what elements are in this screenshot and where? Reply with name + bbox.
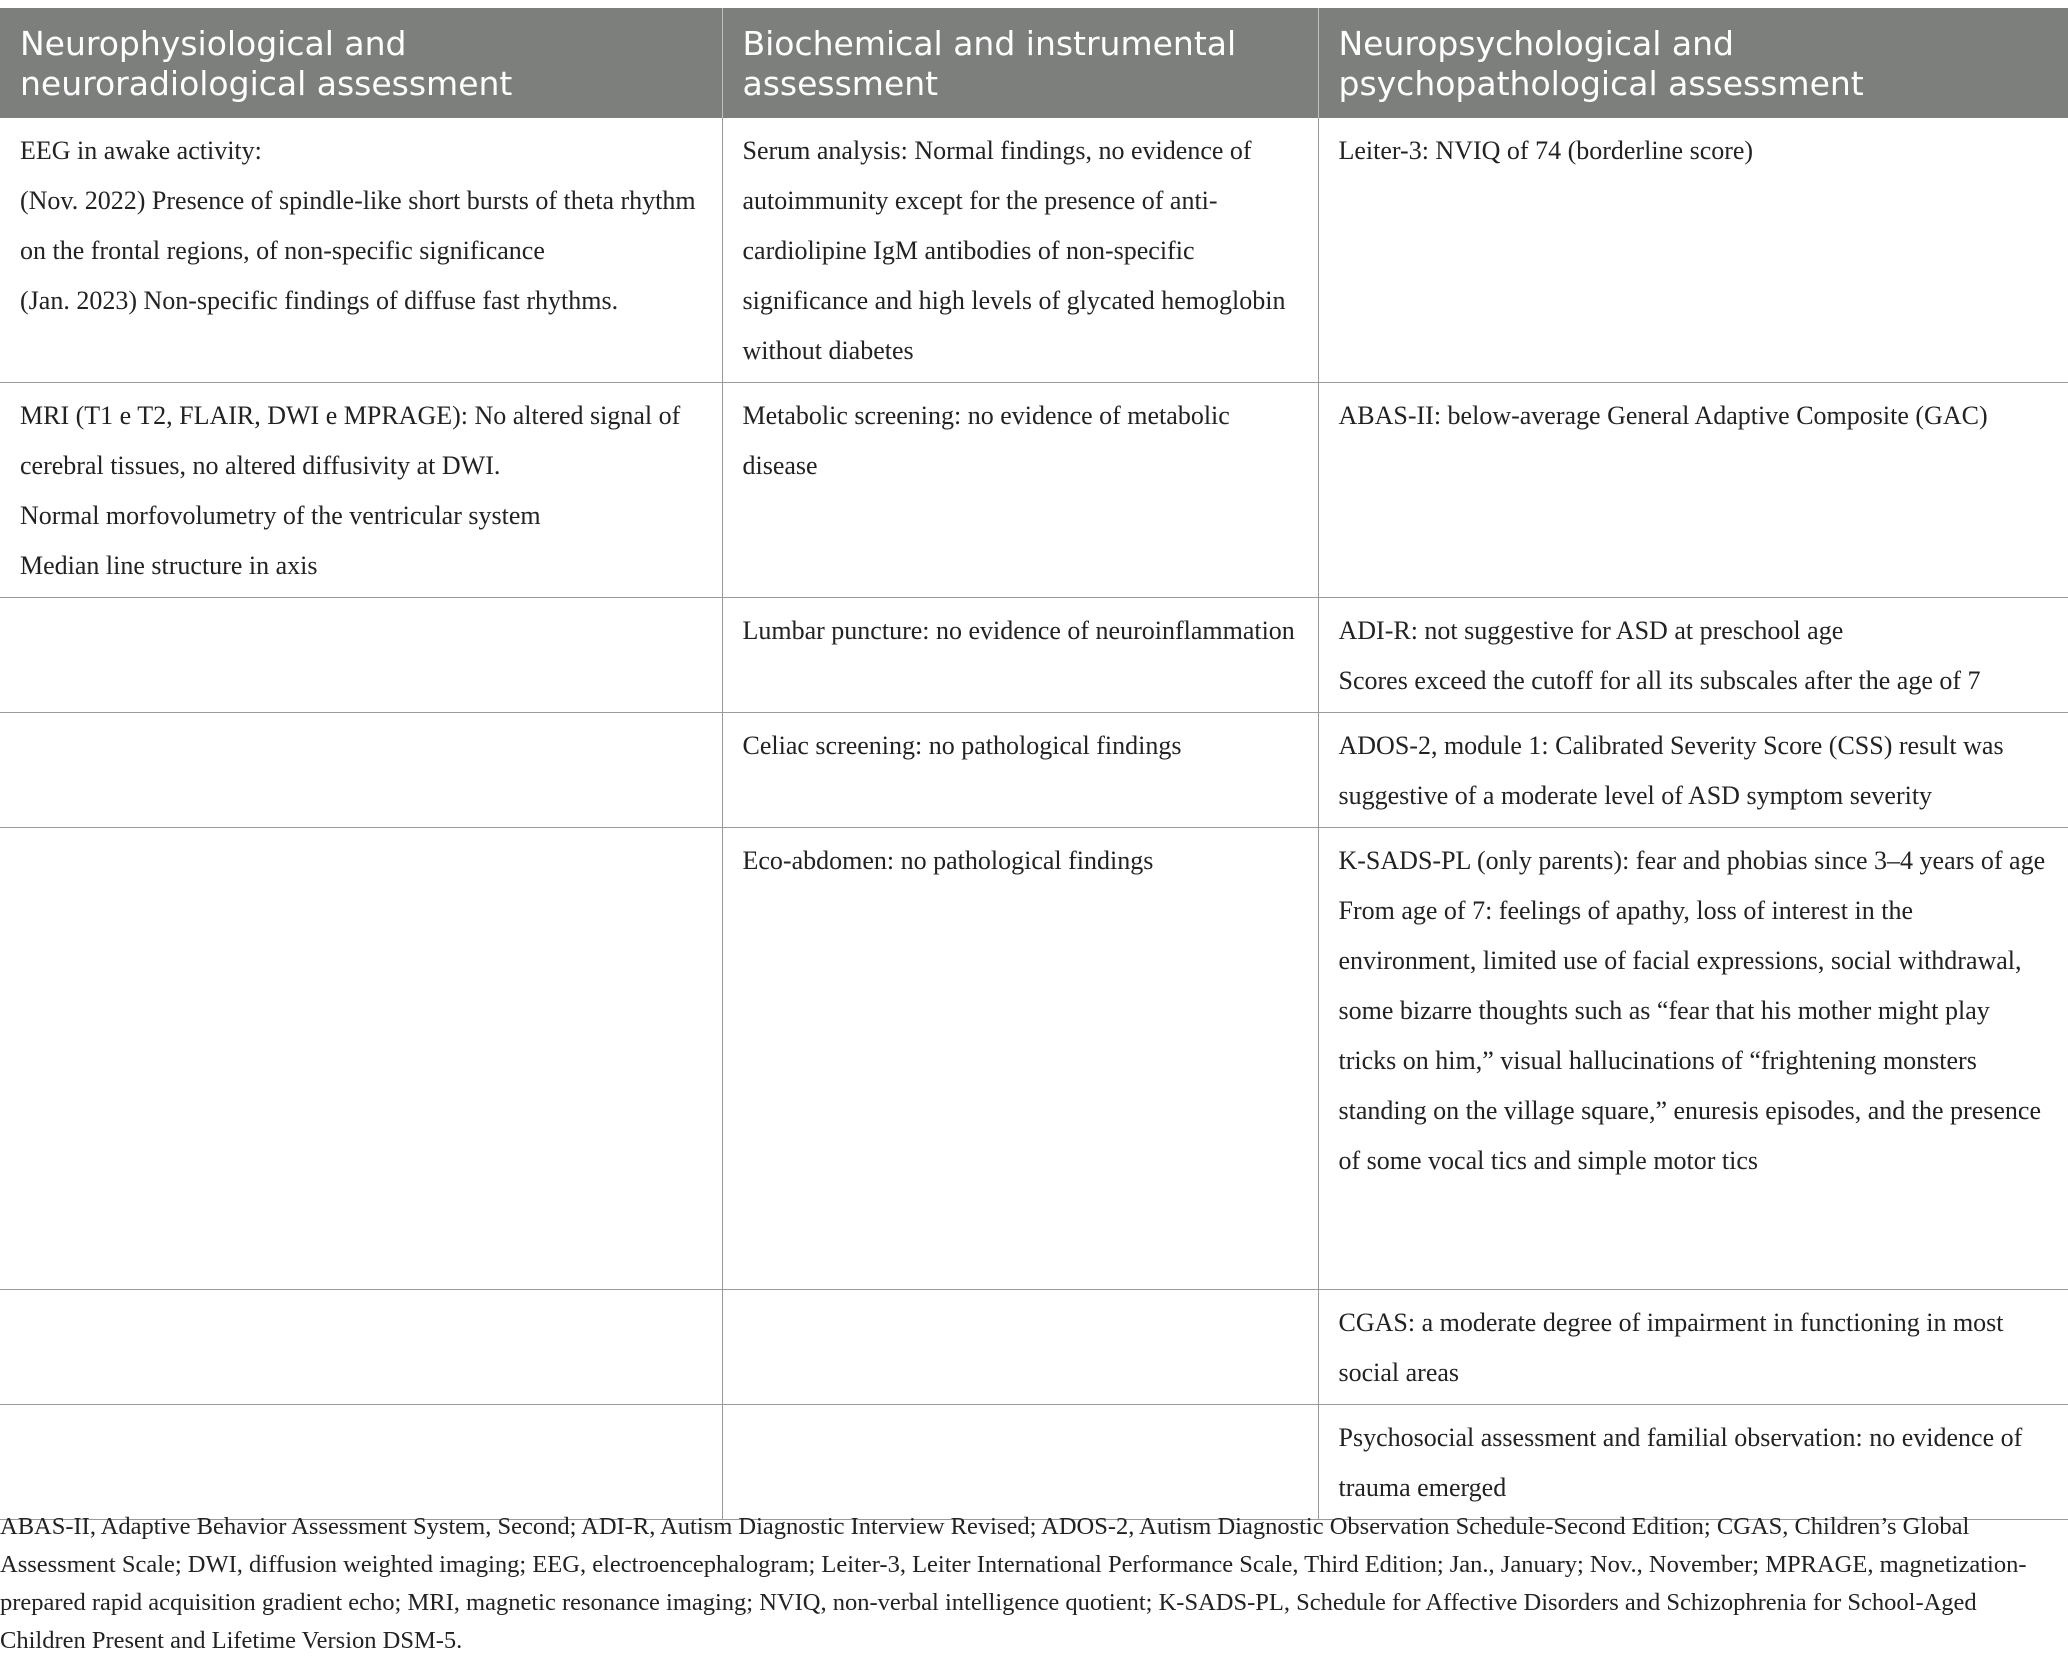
- cell-neurophysiological: [0, 598, 722, 713]
- cell-neurophysiological: [0, 1405, 722, 1520]
- assessment-table: [0, 8, 2068, 1520]
- cell-neuropsychological: [1318, 1405, 2068, 1520]
- cell-text: Normal morfovolumetry of the ventricular system: [20, 501, 541, 530]
- header-neurophysiological: Neurophysiological and neuroradiological assessment: [0, 8, 722, 118]
- cell-biochemical: [722, 118, 1318, 383]
- cell-text: MRI (T1 e T2, FLAIR, DWI e MPRAGE): No altered signal of cerebral tissues, no altered diffusivity at DWI.: [20, 401, 681, 480]
- header-neuropsychological: Neuropsychological and psychopathological assessment: [1318, 8, 2068, 118]
- cell-neurophysiological: [0, 1290, 722, 1405]
- cell-neurophysiological: [0, 713, 722, 828]
- table-footnote: ABAS-II, Adaptive Behavior Assessment System, Second; ADI-R, Autism Diagnostic Interview Revised; ADOS-2, Autism Diagnostic Observation Schedule-Second Edition; CGAS, Children’s Global Assessment Scale; DWI, diffusion weighted imaging; EEG, electroencephalogram; Leiter-3, Leiter International Performance Scale, Third Edition; Jan., January; Nov., November; MPRAGE, magnetization-prepared rapid acquisition gradient echo; MRI, magnetic resonance imaging; NVIQ, non-verbal intelligence quotient; K-SADS-PL, Schedule for Affective Disorders and Schizophrenia for School-Aged Children Present and Lifetime Version DSM-5.: [0, 1513, 2027, 1654]
- table-row: [0, 713, 2068, 828]
- table-row: [0, 1290, 2068, 1405]
- cell-text: Median line structure in axis: [20, 551, 318, 580]
- cell-text: Serum analysis: Normal findings, no evidence of autoimmunity except for the presence of anti-cardiolipine IgM antibodies of non-specific significance and high levels of glycated hemoglobin without diabetes: [742, 136, 1286, 365]
- cell-text: Lumbar puncture: no evidence of neuroinflammation: [742, 616, 1295, 645]
- cell-text: Psychosocial assessment and familial observation: no evidence of trauma emerged: [1338, 1423, 2023, 1502]
- table-body: [0, 118, 2068, 1520]
- cell-text: ADOS-2, module 1: Calibrated Severity Score (CSS) result was suggestive of a moderate level of ASD symptom severity: [1338, 731, 2004, 810]
- cell-text: Leiter-3: NVIQ of 74 (borderline score): [1338, 136, 1754, 165]
- cell-text: From age of 7: feelings of apathy, loss of interest in the environment, limited use of facial expressions, social withdrawal, some bizarre thoughts such as “fear that his mother might play tricks on him,” visual hallucinations of “frightening monsters standing on the village square,” enuresis episodes, and the presence of some vocal tics and simple motor tics: [1338, 896, 2041, 1175]
- cell-text: Eco-abdomen: no pathological findings: [742, 846, 1154, 875]
- table-row: [0, 118, 2068, 383]
- table-row: [0, 598, 2068, 713]
- table-row: [0, 828, 2068, 1290]
- cell-neuropsychological: [1318, 598, 2068, 713]
- cell-text: (Jan. 2023) Non-specific findings of diffuse fast rhythms.: [20, 286, 619, 315]
- cell-biochemical: [722, 598, 1318, 713]
- cell-neuropsychological: [1318, 828, 2068, 1290]
- cell-text: Celiac screening: no pathological findings: [742, 731, 1182, 760]
- cell-text: ABAS-II: below-average General Adaptive Composite (GAC): [1338, 401, 1988, 430]
- header-biochemical: Biochemical and instrumental assessment: [722, 8, 1318, 118]
- cell-text: ADI-R: not suggestive for ASD at preschool age: [1338, 616, 1844, 645]
- cell-text: Metabolic screening: no evidence of metabolic disease: [742, 401, 1230, 480]
- cell-biochemical: [722, 1405, 1318, 1520]
- cell-text: EEG in awake activity:: [20, 136, 262, 165]
- cell-neuropsychological: [1318, 118, 2068, 383]
- cell-neuropsychological: [1318, 713, 2068, 828]
- table-row: [0, 383, 2068, 598]
- cell-biochemical: [722, 1290, 1318, 1405]
- assessment-table-container: [0, 8, 2068, 1520]
- cell-text: CGAS: a moderate degree of impairment in functioning in most social areas: [1338, 1308, 2004, 1387]
- cell-neurophysiological: [0, 118, 722, 383]
- cell-biochemical: [722, 828, 1318, 1290]
- cell-text: Scores exceed the cutoff for all its subscales after the age of 7: [1338, 666, 1981, 695]
- cell-neuropsychological: [1318, 383, 2068, 598]
- cell-biochemical: [722, 713, 1318, 828]
- cell-text: K-SADS-PL (only parents): fear and phobias since 3–4 years of age: [1338, 846, 2046, 875]
- table-header: [0, 8, 2068, 118]
- cell-neurophysiological: [0, 383, 722, 598]
- table-row: [0, 1405, 2068, 1520]
- cell-text: (Nov. 2022) Presence of spindle-like short bursts of theta rhythm on the frontal regions, of non-specific significance: [20, 186, 696, 265]
- header-row: [0, 8, 2068, 118]
- cell-neurophysiological: [0, 828, 722, 1290]
- cell-neuropsychological: [1318, 1290, 2068, 1405]
- cell-biochemical: [722, 383, 1318, 598]
